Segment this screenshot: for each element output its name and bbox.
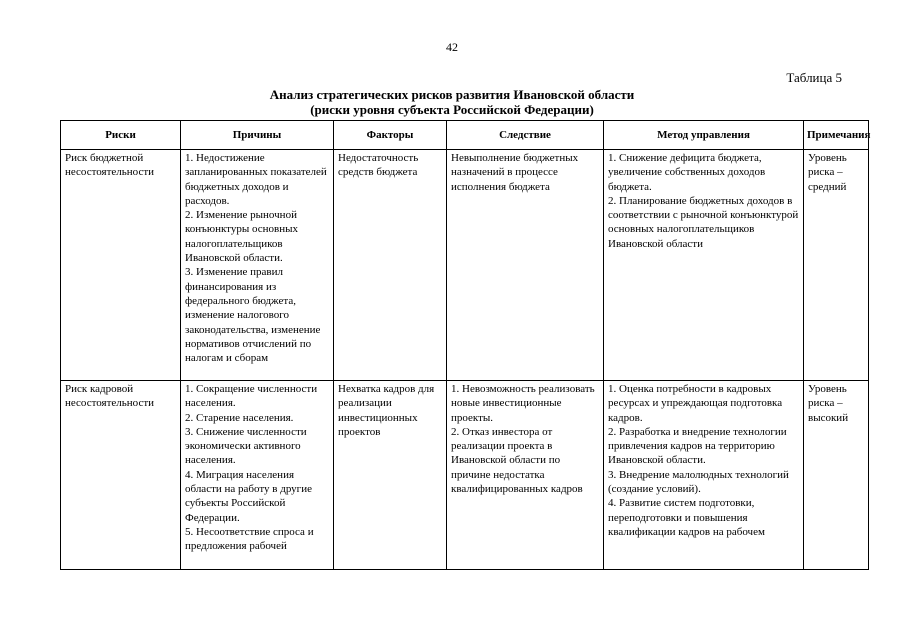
document-title xyxy=(0,87,904,117)
cell-factors: Нехватка кадров для реализации инвестиционных проектов xyxy=(334,381,447,570)
risk-table xyxy=(60,120,869,570)
table-row xyxy=(61,381,869,570)
cell-risk: Риск бюджетной несостоятельности xyxy=(61,150,181,381)
cell-causes: 1. Недостижение запланированных показателей бюджетных доходов и расходов. 2. Изменение рыночной конъюнктуры основных налогоплательщиков Ивановской области. 3. Изменение правил финансирования из федерального бюджета, изменение налогового законодательства, изменение нормативов отчислений по налогам и сборам xyxy=(181,150,334,381)
cell-notes: Уровень риска – средний xyxy=(804,150,869,381)
cell-method: 1. Снижение дефицита бюджета, увеличение собственных доходов бюджета. 2. Планирование бюджетных доходов в соответствии с рыночной конъюнктурой основных налогоплательщиков Ивановской области xyxy=(604,150,804,381)
header-causes: Причины xyxy=(181,121,334,150)
cell-notes: Уровень риска – высокий xyxy=(804,381,869,570)
table-header-row xyxy=(61,121,869,150)
cell-risk: Риск кадровой несостоятельности xyxy=(61,381,181,570)
cell-method: 1. Оценка потребности в кадровых ресурсах и упреждающая подготовка кадров. 2. Разработка и внедрение технологии привлечения кадров на территорию Ивановской области. 3. Внедрение малолюдных технологий (создание условий). 4. Развитие систем подготовки, переподготовки и повышения квалификации кадров на рабочем xyxy=(604,381,804,570)
header-risks: Риски xyxy=(61,121,181,150)
title-line-2: (риски уровня субъекта Российской Федерации) xyxy=(310,102,594,117)
header-consequence: Следствие xyxy=(447,121,604,150)
header-method: Метод управления xyxy=(604,121,804,150)
header-factors: Факторы xyxy=(334,121,447,150)
title-line-1: Анализ стратегических рисков развития Ивановской области xyxy=(269,87,635,102)
cell-factors: Недостаточность средств бюджета xyxy=(334,150,447,381)
page-number: 42 xyxy=(446,40,458,54)
table-label: Таблица 5 xyxy=(786,70,842,85)
cell-consequence: Невыполнение бюджетных назначений в процессе исполнения бюджета xyxy=(447,150,604,381)
cell-causes: 1. Сокращение численности населения. 2. Старение населения. 3. Снижение численности экономически активного населения. 4. Миграция населения области на работу в другие субъекты Российской Федерации. 5. Несоответствие спроса и предложения рабочей xyxy=(181,381,334,570)
table-row xyxy=(61,150,869,381)
cell-consequence: 1. Невозможность реализовать новые инвестиционные проекты. 2. Отказ инвестора от реализации проекта в Ивановской области по причине недостатка квалифицированных кадров xyxy=(447,381,604,570)
header-notes: Примечания xyxy=(804,121,869,150)
